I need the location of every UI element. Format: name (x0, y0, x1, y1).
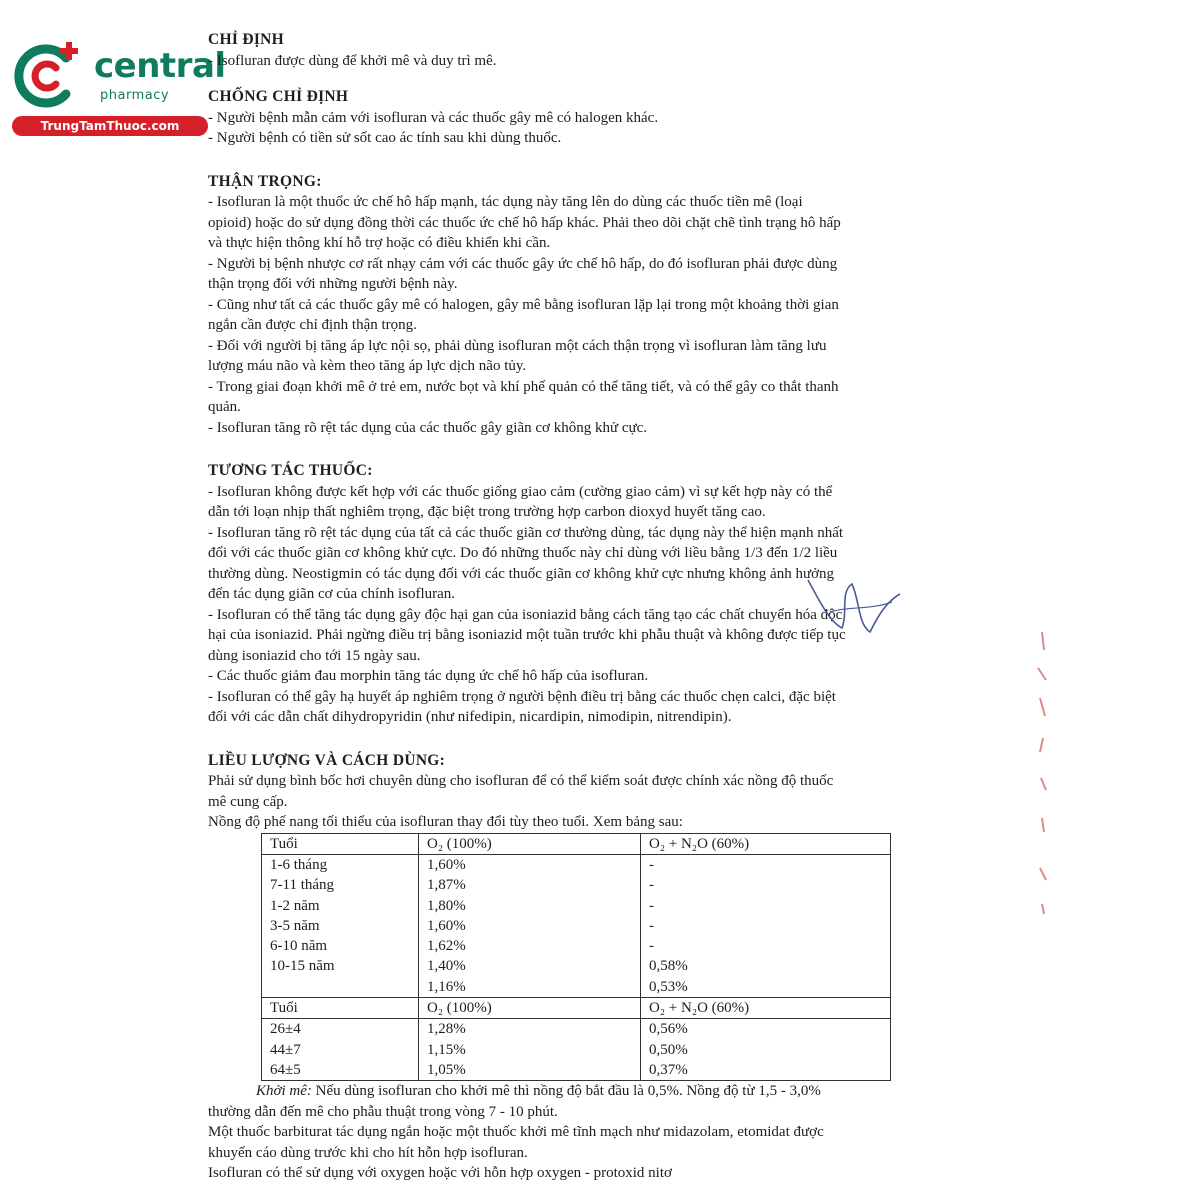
text-line: - Isofluran có thể tăng tác dụng gây độc hại gan của isoniazid bằng cách tăng tạo các chất chuyển hóa độc (208, 606, 843, 623)
table-header-cell: Tuổi (262, 833, 419, 854)
table-cell: 1-2 năm (262, 895, 419, 915)
table-cell: 1,40% (419, 956, 641, 976)
site-badge[interactable]: TrungTamThuoc.com (12, 116, 208, 136)
khoi-me-label: Khởi mê: (256, 1083, 312, 1100)
text-line: - Người bị bệnh nhược cơ rất nhạy cảm với các thuốc gây ức chế hô hấp, do đó isofluran phải được dùng (208, 255, 838, 272)
table-header-cell: Tuổi (262, 997, 419, 1018)
text-line: khuyến cáo dùng trước khi cho hít hỗn hợp isofluran. (208, 1144, 528, 1161)
table-cell: 1,05% (419, 1060, 641, 1081)
table-cell: 0,50% (641, 1039, 891, 1059)
table-row (262, 1060, 891, 1081)
text-line: - Cũng như tất cả các thuốc gây mê có halogen, gây mê bằng isofluran lặp lại trong một khoảng thời gian (208, 296, 839, 313)
table-row (262, 875, 891, 895)
table-cell: 1-6 tháng (262, 854, 419, 875)
table-cell: 26±4 (262, 1019, 419, 1040)
text-line: - Isofluran được dùng để khởi mê và duy trì mê. (208, 52, 497, 69)
text-line: mê cung cấp. (208, 793, 288, 810)
heading-chong-chi-dinh: CHỐNG CHỈ ĐỊNH (208, 88, 349, 105)
mac-table (261, 833, 891, 1082)
table-cell: - (641, 936, 891, 956)
table-cell: 3-5 năm (262, 916, 419, 936)
text-line: - Isofluran không được kết hợp với các thuốc giống giao cảm (cường giao cảm) vì sự kết hợp này có thể (208, 483, 833, 500)
table-cell: - (641, 854, 891, 875)
text-line: - Isofluran có thể gây hạ huyết áp nghiêm trọng ở người bệnh điều trị bằng các thuốc chẹn calci, đặc biệt (208, 688, 836, 705)
text-line: Phải sử dụng bình bốc hơi chuyên dùng cho isofluran để có thể kiểm soát được chính xác nồng độ thuốc (208, 773, 834, 789)
table-cell: 1,62% (419, 936, 641, 956)
table-cell: 0,56% (641, 1019, 891, 1040)
table-row (262, 895, 891, 915)
table-cell: 0,53% (641, 977, 891, 998)
table-cell: 64±5 (262, 1060, 419, 1081)
table-cell: 1,60% (419, 854, 641, 875)
table-cell: 1,80% (419, 895, 641, 915)
table-row (262, 1039, 891, 1059)
text-line: opioid) hoặc do sử dụng đồng thời các thuốc ức chế hô hấp khác. Phải theo dõi chặt chẽ tình trạng hô hấp (208, 214, 841, 231)
text-line: và thực hiện thông khí hỗ trợ hoặc có điều khiển khi cần. (208, 235, 551, 251)
text-line: thường dẫn đến mê cho phẫu thuật trong vòng 7 - 10 phút. (208, 1103, 558, 1120)
table-cell: 1,28% (419, 1019, 641, 1040)
heading-chi-dinh: CHỈ ĐỊNH (208, 31, 285, 48)
table-cell: - (641, 916, 891, 936)
text-line: thường dùng. Neostigmin có tác dụng đối với các thuốc giãn cơ không khử cực nhưng không ảnh hưởng (208, 565, 835, 582)
table-cell: - (641, 875, 891, 895)
table-cell: 1,16% (419, 977, 641, 998)
table-row (262, 956, 891, 976)
text-line: - Isofluran tăng rõ rệt tác dụng của các thuốc gây giãn cơ không khử cực. (208, 419, 648, 436)
text-line: ngắn cần được chỉ định thận trọng. (208, 317, 417, 333)
table-row (262, 1019, 891, 1040)
table-cell: 6-10 năm (262, 936, 419, 956)
khoi-me-text: Nếu dùng isofluran cho khởi mê thì nồng độ bắt đầu là 0,5%. Nồng độ từ 1,5 - 3,0% (311, 1083, 821, 1100)
table-cell: 1,87% (419, 875, 641, 895)
table-cell: 7-11 tháng (262, 875, 419, 895)
logo-tagline: pharmacy (100, 88, 170, 103)
text-line: lượng máu não và kèm theo tăng áp lực dịch não tủy. (208, 358, 527, 374)
text-line: dùng isoniazid cho tới 15 ngày sau. (208, 647, 421, 664)
table-cell: 1,60% (419, 916, 641, 936)
text-line: quản. (208, 399, 241, 415)
table-cell: 0,58% (641, 956, 891, 976)
text-line: thận trọng đối với những người bệnh này. (208, 276, 458, 292)
table-header-cell: O₂ + N₂O (60%) (641, 833, 891, 854)
red-stamp-fragment-icon (1028, 628, 1058, 918)
text-line: - Các thuốc giảm đau morphin tăng tác dụng ức chế hô hấp của isofluran. (208, 668, 649, 684)
table-row (262, 916, 891, 936)
table-header-row (262, 833, 891, 854)
text-line: Isofluran có thể sử dụng với oxygen hoặc với hỗn hợp oxygen - protoxid nitơ (208, 1165, 672, 1182)
table-cell: 44±7 (262, 1039, 419, 1059)
logo-mark-icon (8, 36, 88, 116)
text-line: - Đối với người bị tăng áp lực nội sọ, phải dùng isofluran một cách thận trọng vì isofluran làm tăng lưu (208, 337, 827, 354)
text-line: Một thuốc barbiturat tác dụng ngắn hoặc một thuốc khởi mê tĩnh mạch như midazolam, etomidat được (208, 1124, 824, 1141)
heading-tuong-tac: TƯƠNG TÁC THUỐC: (208, 462, 373, 479)
text-line: - Isofluran là một thuốc ức chế hô hấp mạnh, tác dụng này tăng lên do dùng các thuốc tiền mê (loại (208, 194, 803, 210)
heading-than-trong: THẬN TRỌNG: (208, 172, 322, 190)
table-row (262, 977, 891, 998)
text-line: - Người bệnh mẫn cảm với isofluran và các thuốc gây mê có halogen khác. (208, 109, 659, 126)
text-line: dẫn tới loạn nhịp thất nghiêm trọng, đặc biệt trong trường hợp carbon dioxyd huyết tăng cao. (208, 504, 766, 520)
signature-icon (800, 572, 910, 642)
table-cell: - (641, 895, 891, 915)
text-line: - Isofluran tăng rõ rệt tác dụng của tất cả các thuốc giãn cơ thường dùng, tác dụng này thể hiện mạnh nhất (208, 524, 844, 541)
table-cell: 1,15% (419, 1039, 641, 1059)
text-line: - Người bệnh có tiền sử sốt cao ác tính sau khi dùng thuốc. (208, 130, 562, 146)
table-cell: 0,37% (641, 1060, 891, 1081)
table-cell (262, 977, 419, 998)
text-line: đối với các thuốc giãn cơ không khử cực. Do đó những thuốc này chỉ dùng với liều bằng 1/3 đến 1/2 liều (208, 545, 838, 561)
text-line: - Trong giai đoạn khởi mê ở trẻ em, nước bọt và khí phế quản có thể tăng tiết, và có thể gây co thắt thanh (208, 378, 839, 395)
table-row (262, 854, 891, 875)
heading-lieu-luong: LIỀU LƯỢNG VÀ CÁCH DÙNG: (208, 751, 446, 769)
text-line: đối với các dẫn chất dihydropyridin (như nifedipin, nicardipin, nimodipin, nitrendipin). (208, 709, 732, 725)
table-cell: 10-15 năm (262, 956, 419, 976)
table-header-row (262, 997, 891, 1018)
table-header-cell: O₂ (100%) (419, 997, 641, 1018)
central-pharmacy-logo[interactable] (8, 36, 226, 136)
table-row (262, 936, 891, 956)
text-line: đến tác dụng giãn cơ của chính isofluran. (208, 586, 456, 602)
logo-brand: central (94, 46, 226, 86)
table-header-cell: O₂ (100%) (419, 833, 641, 854)
text-line: Nồng độ phế nang tối thiểu của isofluran thay đổi tùy theo tuổi. Xem bảng sau: (208, 814, 683, 830)
text-line: hại của isoniazid. Phải ngừng điều trị bằng isoniazid một tuần trước khi phẫu thuật và không được tiếp tục (208, 627, 846, 643)
text-line-khoi-me (208, 1081, 970, 1102)
table-header-cell: O₂ + N₂O (60%) (641, 997, 891, 1018)
